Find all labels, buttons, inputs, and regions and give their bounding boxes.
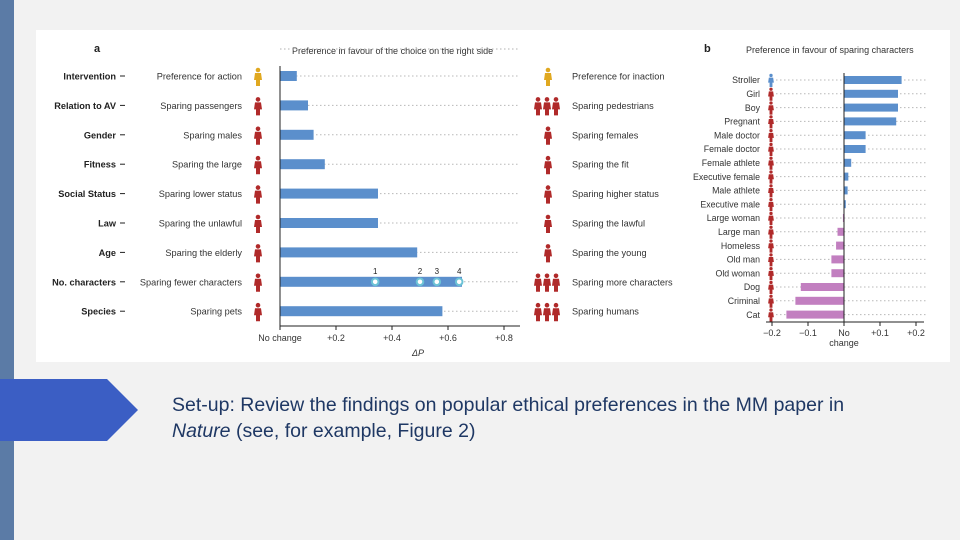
- panel-a-right-icon-body: [543, 279, 551, 292]
- panel-a-left-label: Sparing the unlawful: [158, 218, 242, 229]
- panel-a-left-icon: [254, 215, 262, 233]
- panel-a-left-label: Sparing pets: [190, 306, 242, 317]
- panel-a-bar: [280, 71, 297, 81]
- panel-a-left-label: Sparing fewer characters: [139, 277, 242, 288]
- panel-a-right-icon-head: [546, 185, 551, 190]
- panel-a-x-tick-label: +0.8: [495, 333, 513, 343]
- panel-a-right-icon: [544, 185, 552, 203]
- panel-b-category-label: Stroller: [732, 75, 760, 86]
- panel-a-left-icon-head: [256, 185, 261, 190]
- panel-a-right-icon: [544, 127, 552, 145]
- panel-b-bar: [836, 242, 844, 250]
- panel-a-left-icon-head: [256, 127, 261, 132]
- panel-a-left-label: Sparing males: [183, 130, 242, 141]
- panel-b: [693, 43, 926, 348]
- panel-b-character-icon-head: [769, 101, 772, 104]
- panel-a-x-tick-label: +0.6: [439, 333, 457, 343]
- panel-a-right-label: Sparing humans: [572, 306, 639, 317]
- panel-a-left-icon-head: [256, 244, 261, 249]
- panel-a-label: a: [94, 43, 101, 55]
- panel-a-category-label: No. characters: [52, 277, 116, 288]
- panel-a-bar: [280, 100, 308, 110]
- panel-a-left-icon: [254, 303, 262, 321]
- panel-b-bar: [786, 311, 844, 319]
- panel-a-bar: [280, 189, 378, 199]
- panel-a-right-icon-head: [546, 156, 551, 161]
- panel-b-character-icon-head: [769, 74, 772, 77]
- panel-a-right-icon-head: [554, 303, 559, 308]
- panel-b-character-icon: [768, 88, 774, 101]
- panel-a-right-icon-body: [544, 161, 552, 174]
- panel-b-character-icon-head: [769, 129, 772, 132]
- panel-a-xlabel: ΔP: [411, 348, 425, 358]
- panel-a-right-icon-head: [536, 274, 541, 279]
- panel-a-right-icon: [544, 156, 552, 174]
- panel-b-character-icon-head: [769, 212, 772, 215]
- panel-a-bar: [280, 218, 378, 228]
- panel-b-label: b: [704, 43, 711, 55]
- panel-a-right-label: Sparing more characters: [572, 277, 673, 288]
- panel-b-character-icon-head: [769, 184, 772, 187]
- panel-b-character-icon: [768, 226, 774, 239]
- panel-a-left-icon: [254, 97, 262, 115]
- panel-b-bar: [844, 173, 848, 181]
- panel-b-category-label: Old woman: [715, 268, 760, 279]
- panel-b-character-icon: [768, 143, 774, 156]
- panel-a-right-icon: [552, 97, 560, 115]
- panel-a-title: Preference in favour of the choice on the right side: [292, 46, 494, 56]
- panel-b-category-label: Executive female: [693, 171, 760, 182]
- figure-2: [36, 30, 950, 362]
- panel-b-bar: [844, 90, 898, 98]
- panel-a-right-icon-head: [554, 274, 559, 279]
- caption: [172, 392, 892, 444]
- panel-b-character-icon-body: [768, 160, 774, 169]
- panel-b-character-icon-body: [768, 119, 774, 128]
- panel-a-left-icon: [254, 127, 262, 145]
- panel-b-category-label: Dog: [743, 282, 760, 293]
- panel-a-point: [372, 279, 379, 286]
- panel-a-right-label: Sparing pedestrians: [572, 100, 654, 111]
- panel-b-character-icon: [768, 184, 774, 197]
- panel-b-bar: [844, 76, 902, 84]
- panel-a-x-tick-label: +0.2: [327, 333, 345, 343]
- panel-a-point: [456, 279, 463, 286]
- panel-b-x-tick-label: −0.1: [799, 328, 817, 338]
- panel-a-category-label: Fitness: [83, 159, 116, 170]
- panel-b-category-label: Girl: [746, 89, 760, 99]
- panel-a-left-icon-body: [254, 249, 262, 262]
- panel-b-character-icon-body: [768, 298, 774, 307]
- panel-b-character-icon: [768, 115, 774, 128]
- panel-a-right-icon: [534, 97, 542, 115]
- panel-b-character-icon: [768, 157, 774, 170]
- panel-b-character-icon-head: [769, 267, 772, 270]
- panel-a-point-label: 2: [417, 266, 423, 276]
- panel-b-character-icon-body: [768, 133, 774, 142]
- panel-a-left-icon-body: [254, 220, 262, 233]
- panel-b-bar: [844, 186, 848, 194]
- panel-b-bar: [844, 104, 898, 112]
- panel-a-left-icon-head: [256, 68, 261, 73]
- panel-a-left-labels: [140, 72, 243, 317]
- left-accent-bar: [0, 0, 14, 540]
- panel-a-right-icon: [552, 303, 560, 321]
- panel-b-category-label: Female athlete: [701, 158, 760, 168]
- panel-a-left-icon-body: [254, 191, 262, 204]
- panel-b-character-icon-body: [768, 257, 774, 266]
- panel-a-left-icon-body: [254, 161, 262, 174]
- panel-a-right-icons: [534, 68, 560, 322]
- panel-b-bar: [795, 297, 844, 305]
- panel-b-character-icon: [768, 253, 774, 266]
- panel-b-character-icon-body: [768, 147, 774, 156]
- panel-a-category-label: Social Status: [58, 189, 116, 200]
- panel-a-left-icon-body: [254, 279, 262, 292]
- panel-b-character-icon-head: [769, 143, 772, 146]
- panel-a-right-icon: [544, 215, 552, 233]
- caption-text-end: (see, for example, Figure 2): [230, 420, 476, 442]
- panel-a-right-label: Preference for inaction: [572, 71, 665, 82]
- panel-b-category-label: Male athlete: [712, 185, 760, 196]
- panel-a-category-label: Age: [98, 247, 116, 258]
- panel-b-x-tick-label: +0.1: [871, 328, 889, 338]
- panel-b-character-icon-head: [769, 198, 772, 201]
- panel-b-character-icon-body: [768, 91, 774, 100]
- panel-b-bar: [801, 283, 844, 291]
- panel-b-character-icon-body: [768, 312, 774, 321]
- panel-b-category-label: Old man: [726, 254, 760, 265]
- panel-a-right-icon: [544, 244, 552, 262]
- panel-a-right-icon-body: [534, 102, 542, 115]
- panel-b-character-icon-head: [769, 239, 772, 242]
- panel-b-bar: [838, 228, 844, 236]
- panel-b-category-label: Pregnant: [724, 116, 760, 127]
- panel-b-character-icon-body: [768, 285, 774, 294]
- panel-b-character-icon-head: [769, 170, 772, 173]
- panel-a-point-label: 1: [372, 266, 378, 276]
- panel-a-x-tick-label: +0.4: [383, 333, 401, 343]
- panel-b-character-icon: [768, 198, 774, 211]
- panel-a-left-icon-head: [256, 215, 261, 220]
- panel-a-right-label: Sparing females: [572, 130, 639, 141]
- panel-a-left-icon: [254, 244, 262, 262]
- panel-b-bar: [831, 255, 844, 263]
- panel-b-bar: [831, 269, 844, 277]
- panel-a-right-icon-body: [544, 249, 552, 262]
- panel-b-character-icon: [768, 170, 774, 183]
- panel-a-right-icon-head: [554, 97, 559, 102]
- panel-a-right-icon-body: [544, 132, 552, 145]
- panel-a-right-icon-head: [546, 215, 551, 220]
- panel-a-right-icon: [543, 274, 551, 292]
- panel-a-category-label: Relation to AV: [54, 100, 116, 111]
- panel-b-character-icon: [768, 239, 774, 252]
- panel-b-character-icon-head: [769, 115, 772, 118]
- panel-b-title: Preference in favour of sparing characters: [746, 45, 914, 55]
- panel-b-category-label: Executive male: [700, 199, 760, 210]
- panel-b-character-icon-head: [769, 226, 772, 229]
- panel-a-right-icon-body: [552, 102, 560, 115]
- panel-b-category-label: Criminal: [727, 296, 760, 306]
- panel-b-x-ticks: [763, 322, 925, 348]
- panel-a-right-icon-body: [543, 308, 551, 321]
- panel-a-right-icon: [534, 303, 542, 321]
- panel-a-left-label: Sparing passengers: [160, 100, 242, 111]
- panel-a-x-tick-label: No change: [258, 333, 302, 343]
- panel-a-left-icon: [254, 156, 262, 174]
- panel-a-bar: [280, 130, 314, 140]
- panel-a-right-label: Sparing higher status: [572, 189, 659, 200]
- panel-b-character-icon: [768, 129, 774, 142]
- panel-a-bar: [280, 306, 442, 316]
- section-arrow-icon: [0, 379, 140, 443]
- panel-a-right-icon-head: [546, 244, 551, 249]
- panel-b-category-label: Female doctor: [703, 144, 760, 155]
- panel-b-bar: [844, 117, 896, 125]
- panel-a-right-labels: [572, 72, 673, 317]
- panel-a-right-icon: [544, 68, 552, 86]
- panel-a-category-label: Intervention: [63, 71, 116, 82]
- panel-a-right-icon: [552, 274, 560, 292]
- panel-a-left-label: Preference for action: [156, 71, 242, 82]
- panel-a-right-icon: [543, 97, 551, 115]
- panel-a-left-icon-body: [254, 102, 262, 115]
- panel-a-left-icon-head: [256, 156, 261, 161]
- panel-a-point: [434, 279, 441, 286]
- panel-a-right-label: Sparing the fit: [572, 159, 629, 170]
- panel-a-category-label: Species: [81, 306, 116, 317]
- panel-a-right-icon-head: [545, 303, 550, 308]
- panel-a-categories: [52, 72, 125, 317]
- panel-b-category-label: Cat: [746, 309, 760, 320]
- figure-svg: [36, 30, 950, 362]
- caption-text: Set-up: Review the findings on popular ethical preferences in the MM paper in: [172, 394, 845, 416]
- panel-a-left-icon-body: [254, 132, 262, 145]
- panel-a-right-icon-body: [534, 308, 542, 321]
- panel-b-character-icon-body: [768, 78, 774, 87]
- panel-a-right-icon-head: [545, 97, 550, 102]
- caption-journal: Nature: [172, 420, 231, 442]
- panel-a-right-icon: [543, 303, 551, 321]
- panel-a: [52, 43, 673, 358]
- panel-a-point: [417, 279, 424, 286]
- panel-a-right-icon: [534, 274, 542, 292]
- panel-b-character-icon: [768, 74, 774, 87]
- panel-b-character-icon-body: [768, 229, 774, 238]
- panel-a-left-icon-body: [254, 73, 262, 86]
- panel-b-character-icon: [768, 212, 774, 225]
- panel-a-category-label: Law: [98, 218, 116, 229]
- panel-b-category-label: Large woman: [706, 213, 760, 224]
- panel-a-right-icon-head: [546, 127, 551, 132]
- panel-b-character-icon-head: [769, 253, 772, 256]
- panel-a-left-icon-head: [256, 303, 261, 308]
- panel-a-right-label: Sparing the young: [572, 247, 647, 258]
- panel-a-left-label: Sparing the large: [172, 159, 242, 170]
- panel-a-point-label: 4: [456, 266, 462, 276]
- panel-a-left-icon-head: [256, 97, 261, 102]
- panel-a-left-icon: [254, 68, 262, 86]
- panel-b-character-icon: [768, 281, 774, 294]
- panel-b-character-icon-body: [768, 202, 774, 211]
- panel-b-category-label: Male doctor: [714, 130, 760, 141]
- panel-a-right-icon-body: [544, 73, 552, 86]
- panel-a-x-ticks: [258, 326, 520, 343]
- panel-a-right-label: Sparing the lawful: [572, 218, 646, 229]
- panel-a-left-label: Sparing the elderly: [165, 247, 242, 258]
- panel-b-category-label: Large man: [717, 227, 760, 237]
- panel-a-left-icon-body: [254, 308, 262, 321]
- panel-b-x-tick-label: No: [838, 328, 850, 338]
- panel-b-character-icon-head: [769, 308, 772, 311]
- panel-b-character-icon: [768, 267, 774, 280]
- panel-b-character-icon: [768, 295, 774, 308]
- panel-a-bar: [280, 159, 325, 169]
- panel-b-character-icon: [768, 101, 774, 114]
- panel-b-character-icons: [768, 74, 774, 322]
- panel-b-character-icon: [768, 308, 774, 321]
- panel-a-point-label: 3: [434, 266, 440, 276]
- panel-b-character-icon-body: [768, 105, 774, 114]
- panel-a-bar: [280, 247, 417, 257]
- panel-b-character-icon-body: [768, 188, 774, 197]
- panel-b-x-tick-label: −0.2: [763, 328, 781, 338]
- panel-b-row-rules: [776, 80, 926, 315]
- panel-b-bar: [844, 131, 866, 139]
- panel-b-character-icon-body: [768, 216, 774, 225]
- panel-b-character-icon-body: [768, 243, 774, 252]
- panel-b-character-icon-body: [768, 271, 774, 280]
- panel-b-character-icon-head: [769, 88, 772, 91]
- panel-a-right-icon-body: [534, 279, 542, 292]
- panel-a-right-icon-head: [546, 68, 551, 73]
- panel-a-right-icon-head: [536, 303, 541, 308]
- panel-a-left-icons: [254, 68, 262, 322]
- panel-a-left-icon: [254, 274, 262, 292]
- panel-b-character-icon-head: [769, 295, 772, 298]
- panel-b-character-icon-head: [769, 281, 772, 284]
- panel-a-category-label: Gender: [83, 130, 116, 141]
- panel-a-right-icon-body: [544, 220, 552, 233]
- panel-a-right-icon-body: [552, 279, 560, 292]
- panel-a-left-icon-head: [256, 274, 261, 279]
- panel-b-category-label: Homeless: [720, 240, 760, 251]
- panel-a-right-icon-body: [543, 102, 551, 115]
- panel-b-categories: [693, 75, 761, 320]
- panel-b-bar: [844, 145, 866, 153]
- panel-b-category-label: Boy: [744, 102, 760, 113]
- panel-a-right-icon-head: [545, 274, 550, 279]
- panel-b-character-icon-body: [768, 174, 774, 183]
- panel-b-x-tick-label-2: change: [829, 338, 859, 348]
- panel-a-right-icon-body: [544, 191, 552, 204]
- panel-a-left-label: Sparing lower status: [158, 189, 242, 200]
- panel-a-right-icon-body: [552, 308, 560, 321]
- panel-b-character-icon-head: [769, 157, 772, 160]
- panel-b-x-tick-label: +0.2: [907, 328, 925, 338]
- panel-b-bar: [844, 159, 851, 167]
- panel-a-right-icon-head: [536, 97, 541, 102]
- panel-a-left-icon: [254, 185, 262, 203]
